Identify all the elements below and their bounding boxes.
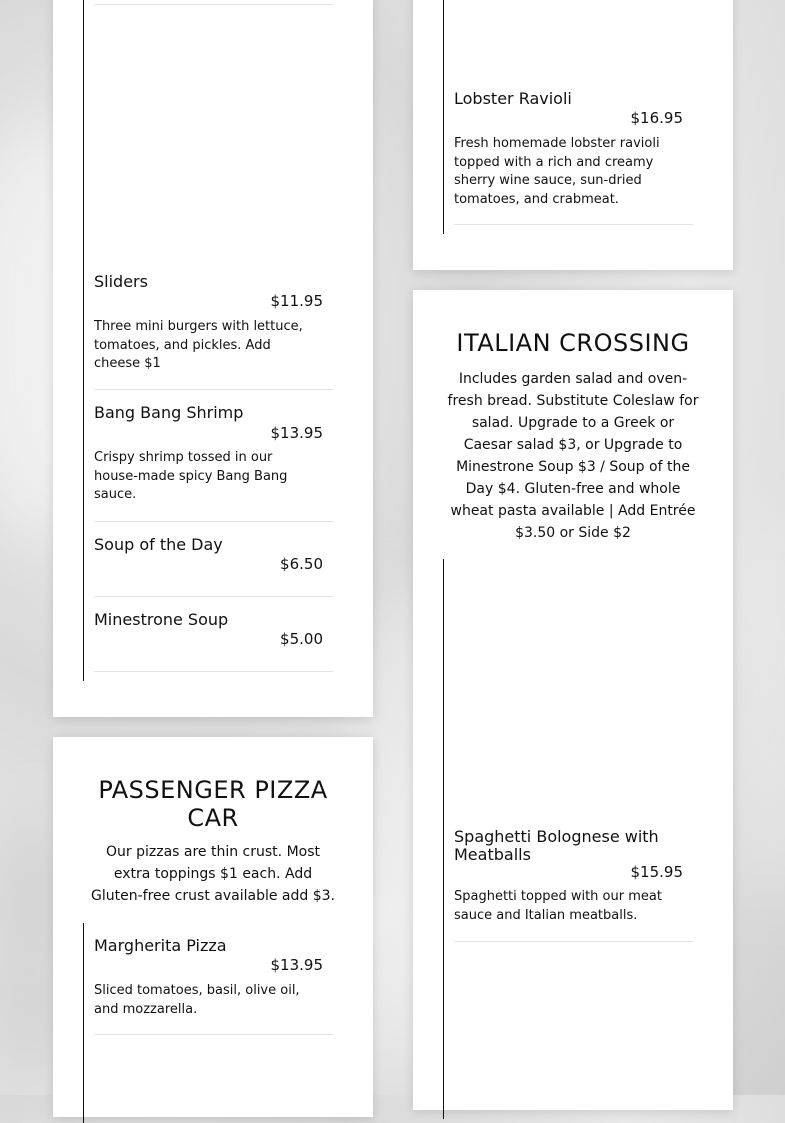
section-title: ITALIAN CROSSING [456, 329, 690, 357]
section-intro: Our pizzas are thin crust. Most extra toppings $1 each. Add Gluten-free crust available add $3. [91, 844, 335, 904]
menu-item-price: $16.95 [630, 109, 683, 127]
menu-item-price: $15.95 [630, 863, 683, 881]
menu-card-pizza [53, 737, 373, 1117]
menu-item-name: Minestrone Soup [94, 610, 229, 629]
divider [454, 941, 693, 942]
divider [94, 1034, 333, 1035]
menu-item-description: Spaghetti topped with our meat sauce and Italian meatballs. [454, 889, 662, 923]
section-rail [443, 0, 444, 234]
menu-item-description: Three mini burgers with lettuce, tomatoes, and pickles. Add cheese $1 [94, 319, 303, 371]
divider [94, 389, 333, 390]
menu-item-name: Bang Bang Shrimp [94, 403, 244, 422]
menu-card-pasta [413, 0, 733, 270]
menu-item-price: $13.95 [270, 956, 323, 974]
menu-card-appetizers [53, 0, 373, 717]
menu-item-name: Margherita Pizza [94, 936, 227, 955]
divider [94, 521, 333, 522]
divider [94, 671, 333, 672]
menu-card-italian-crossing [413, 290, 733, 1110]
menu-item-name: Sliders [94, 272, 148, 291]
menu-item-name: Soup of the Day [94, 535, 223, 554]
divider [94, 596, 333, 597]
menu-item-name: Lobster Ravioli [454, 89, 572, 108]
divider [454, 224, 693, 225]
section-rail [83, 923, 84, 1123]
section-rail [443, 559, 444, 1119]
menu-item-price: $11.95 [270, 292, 323, 310]
menu-item-description: Fresh homemade lobster ravioli topped with a rich and creamy sherry wine sauce, sun-dried tomatoes, and crabmeat. [454, 136, 660, 207]
menu-item-description: Sliced tomatoes, basil, olive oil, and mozzarella. [94, 983, 300, 1017]
section-rail [83, 0, 84, 681]
menu-item-price: $13.95 [270, 424, 323, 442]
menu-item-price: $5.00 [280, 630, 323, 648]
menu-item-price: $6.50 [280, 555, 323, 573]
section-intro: Includes garden salad and oven-fresh bread. Substitute Coleslaw for salad. Upgrade to a Greek or Caesar salad $3, or Upgrade to Minestrone Soup $3 / Soup of the Day $4. Gluten-free and whole wheat pasta available | Add Entrée $3.50 or Side $2 [447, 371, 699, 541]
menu-item-description: Crispy shrimp tossed in our house-made spicy Bang Bang sauce. [94, 450, 288, 502]
background-blur [730, 500, 785, 900]
section-title: PASSENGER PIZZA CAR [98, 776, 328, 832]
divider [94, 4, 333, 5]
menu-item-name: Spaghetti Bolognese with Meatballs [454, 827, 659, 864]
